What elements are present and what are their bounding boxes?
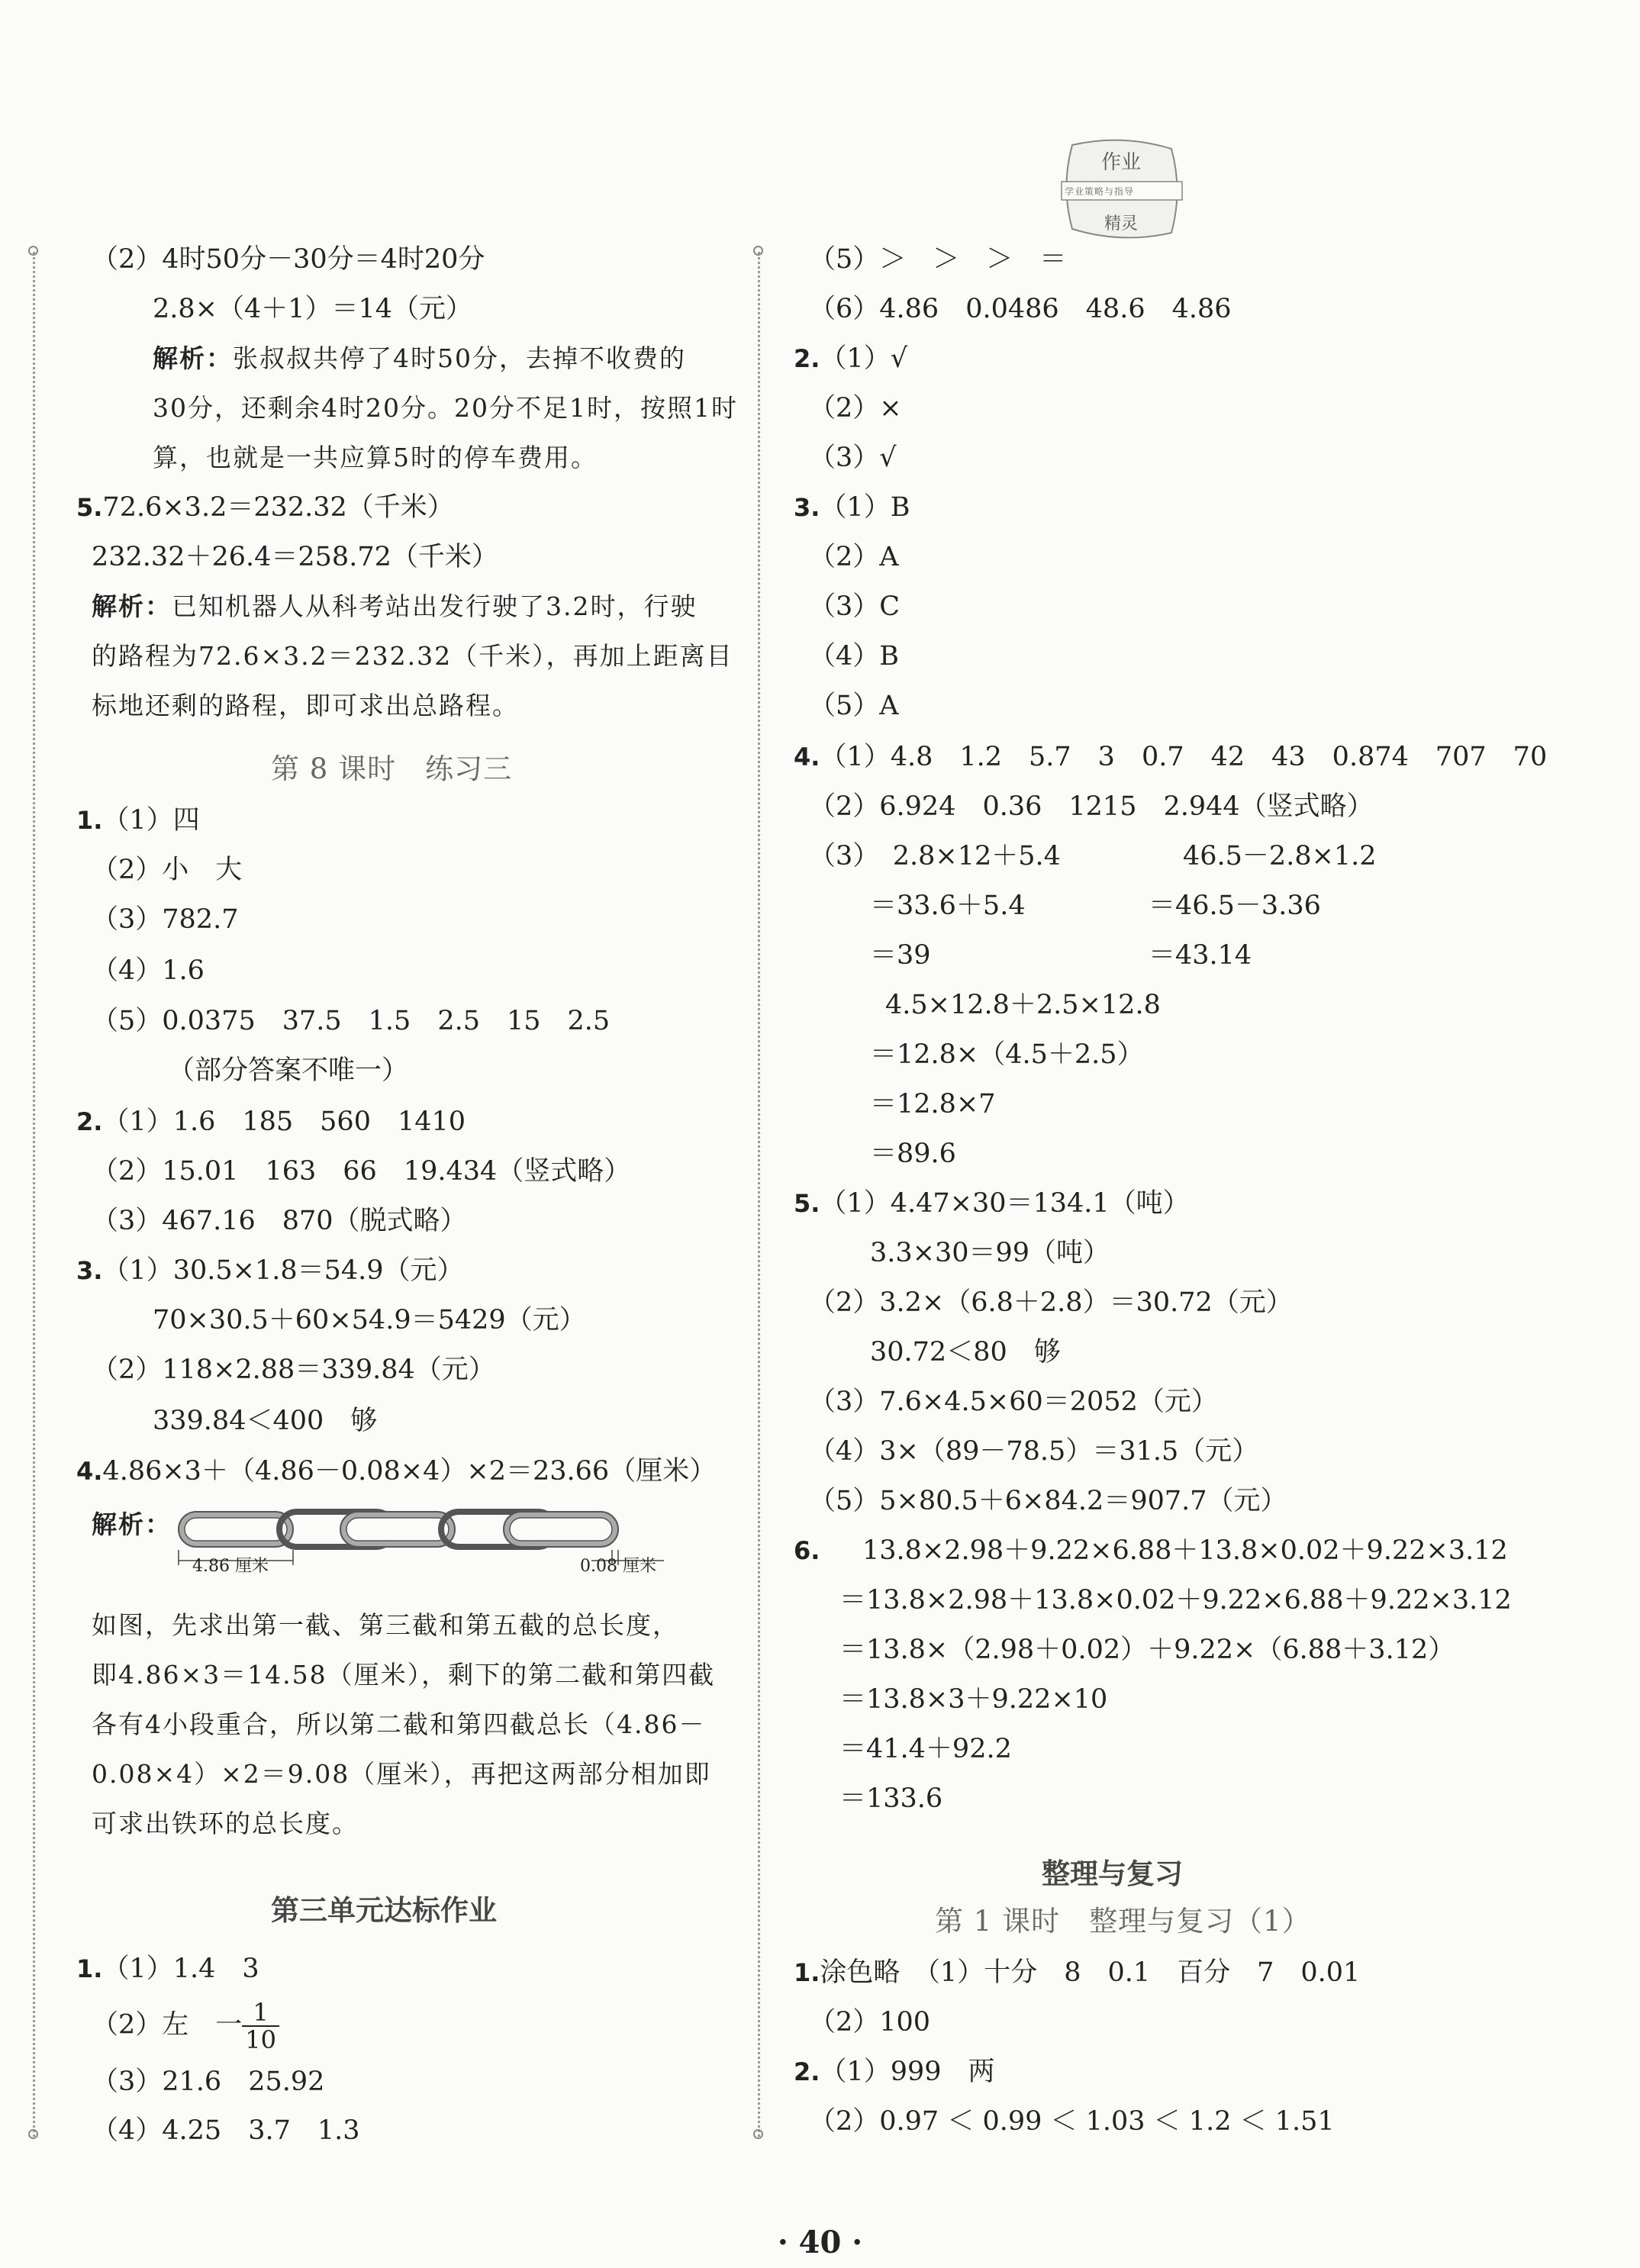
divider-dot (28, 246, 38, 256)
answer-line: （2）6.924 0.36 1215 2.944（竖式略） (809, 791, 1374, 822)
explanation-line (153, 342, 686, 375)
answer-line: （3）467.16 870（脱式略） (92, 1206, 467, 1236)
answer-line: （5）0.0375 37.5 1.5 2.5 15 2.5 (92, 1006, 611, 1036)
calc-line: 13.8×2.98＋9.22×6.88＋13.8×0.02＋9.22×3.12 (862, 1535, 1508, 1566)
answer-line: （4）1.6 (92, 955, 205, 986)
answer-text: （2）左 一 (92, 2009, 243, 2041)
section-heading: 第三单元达标作业 (271, 1893, 497, 1927)
fraction (242, 1999, 279, 2053)
calc-line: ＝46.5－3.36 (1149, 891, 1321, 921)
calc-line: ＝13.8×2.98＋13.8×0.02＋9.22×6.88＋9.22×3.12 (839, 1585, 1512, 1616)
answer-line (76, 1105, 466, 1139)
divider-dot (753, 2129, 763, 2139)
calc-line: 4.5×12.8＋2.5×12.8 (885, 990, 1161, 1020)
fraction-denominator: 10 (245, 2025, 276, 2054)
answer-text: （1）4.47×30＝134.1（吨） (820, 1188, 1190, 1219)
section-heading: 第 8 课时 练习三 (271, 752, 513, 785)
answer-line (76, 804, 200, 837)
explanation-line: 可求出铁环的总长度。 (92, 1809, 359, 1838)
answer-line: （5）5×80.5＋6×84.2＝907.7（元） (809, 1486, 1287, 1516)
explanation-label: 解析： (153, 343, 233, 373)
answer-line: （2）100 (809, 2007, 931, 2038)
section-subheading: 第 1 课时 整理与复习（1） (935, 1905, 1311, 1938)
calc-line: ＝12.8×7 (870, 1089, 996, 1120)
calc-line: 46.5－2.8×1.2 (1183, 841, 1377, 871)
publisher-logo (1057, 137, 1187, 244)
question-number: 1. (76, 1954, 103, 1983)
answer-text: 涂色略 （1）十分 8 0.1 百分 7 0.01 (820, 1957, 1361, 1988)
explanation-line: 0.08×4）×2＝9.08（厘米），再把这两部分相加即 (92, 1759, 711, 1789)
answer-line: （5）＞ ＞ ＞ ＝ (809, 244, 1067, 275)
calc-line: ＝33.6＋5.4 (870, 891, 1026, 921)
chain-length-label: 4.86 厘米 (192, 1557, 269, 1576)
answer-line (794, 740, 1547, 774)
center-divider (758, 252, 760, 2137)
explanation-line: 如图，先求出第一截、第三截和第五截的总长度， (92, 1610, 679, 1640)
calc-line: ＝89.6 (870, 1139, 956, 1169)
logo-text-bottom: 精灵 (1104, 214, 1139, 234)
answer-line: （2）4时50分－30分＝4时20分 (92, 244, 485, 275)
answer-note: （部分答案不唯一） (168, 1055, 409, 1086)
answer-line: （2）× (809, 393, 902, 424)
answer-line: （2）小 大 (92, 855, 243, 885)
answer-text: （1）30.5×1.8＝54.9（元） (102, 1255, 464, 1286)
answer-line (76, 491, 454, 524)
answer-text: （1）1.4 3 (102, 1954, 259, 1984)
chain-ring-figure (176, 1506, 710, 1578)
answer-line: （2）15.01 163 66 19.434（竖式略） (92, 1156, 631, 1187)
calc-line: ＝39 (870, 940, 931, 971)
divider-dot (28, 2129, 38, 2139)
question-number: 4. (76, 1457, 103, 1486)
answer-line: （4）3×（89－78.5）＝31.5（元） (809, 1436, 1259, 1467)
answer-line: （3）7.6×4.5×60＝2052（元） (809, 1387, 1218, 1417)
calc-line: ＝133.6 (839, 1783, 943, 1814)
overlap-length-label: 0.08 厘米 (580, 1557, 656, 1576)
divider-dot (753, 246, 763, 256)
explanation-text: 已知机器人从科考站出发行驶了3.2时，行驶 (172, 591, 698, 621)
answer-line: （5）A (809, 691, 899, 721)
explanation-line: 算，也就是一共应算5时的停车费用。 (153, 443, 598, 472)
answer-text: 72.6×3.2＝232.32（千米） (102, 492, 454, 523)
explanation-label: 解析： (92, 591, 172, 621)
section-heading: 整理与复习 (1042, 1857, 1183, 1890)
explanation-line: 标地还剩的路程，即可求出总路程。 (92, 691, 519, 720)
answer-text: （1）999 两 (820, 2057, 995, 2087)
answer-line: （2）3.2×（6.8＋2.8）＝30.72（元） (809, 1287, 1293, 1318)
answer-text: （1）四 (102, 805, 200, 836)
question-number: 2. (76, 1107, 103, 1136)
answer-line: （2）118×2.88＝339.84（元） (92, 1355, 495, 1385)
calc-line: ＝43.14 (1149, 940, 1252, 971)
calc-line: （3） 2.8×12＋5.4 (809, 841, 1061, 871)
question-number: 1. (76, 806, 103, 835)
answer-line: （4）4.25 3.7 1.3 (92, 2115, 360, 2146)
answer-line: （3）782.7 (92, 904, 239, 935)
explanation-label: 解析： (92, 1509, 172, 1539)
explanation-text: 张叔叔共停了4时50分，去掉不收费的 (233, 343, 686, 373)
question-number: 2. (794, 2057, 820, 2086)
question-number: 6. (794, 1536, 820, 1565)
answer-line: （4）B (809, 641, 899, 672)
answer-line: 2.8×（4＋1）＝14（元） (153, 294, 473, 324)
explanation-line: 各有4小段重合，所以第二截和第四截总长（4.86－ (92, 1709, 706, 1739)
logo-text-top: 作业 (1101, 151, 1142, 174)
answer-line (794, 2055, 995, 2089)
calc-line: ＝13.8×（2.98＋0.02）＋9.22×（6.88＋3.12） (839, 1635, 1455, 1665)
answer-line (794, 1534, 820, 1567)
logo-text-middle: 学业策略与指导 (1065, 186, 1135, 197)
explanation-line: 的路程为72.6×3.2＝232.32（千米），再加上距离目 (92, 641, 733, 671)
question-number: 5. (794, 1189, 820, 1218)
answer-line (76, 1952, 259, 1986)
answer-line (794, 342, 907, 375)
answer-line: （3）21.6 25.92 (92, 2067, 325, 2097)
answer-line (794, 1187, 1190, 1220)
question-number: 2. (794, 344, 820, 373)
answer-line: 339.84＜400 够 (153, 1406, 378, 1436)
answer-line: （3）√ (809, 443, 897, 473)
explanation-line: 30分，还剩余4时20分。20分不足1时，按照1时 (153, 393, 738, 423)
explanation-line: 即4.86×3＝14.58（厘米），剩下的第二截和第四截 (92, 1660, 716, 1690)
answer-text: （1）1.6 185 560 1410 (102, 1107, 466, 1137)
fraction-numerator: 1 (242, 1999, 279, 2027)
answer-line: （2）A (809, 542, 899, 572)
question-number: 3. (76, 1256, 103, 1285)
calc-line: ＝13.8×3＋9.22×10 (839, 1684, 1108, 1715)
answer-line: （6）4.86 0.0486 48.6 4.86 (809, 294, 1232, 324)
answer-text: 4.86×3＋（4.86－0.08×4）×2＝23.66（厘米） (102, 1456, 717, 1487)
answer-line: 70×30.5＋60×54.9＝5429（元） (153, 1305, 586, 1335)
answer-line (76, 1455, 716, 1488)
answer-line (92, 1999, 279, 2053)
left-margin-divider (33, 252, 35, 2137)
answer-text: （1）B (820, 492, 910, 523)
question-number: 3. (794, 493, 820, 522)
answer-line: 232.32＋26.4＝258.72（千米） (92, 542, 498, 572)
calc-line: ＝41.4＋92.2 (839, 1734, 1012, 1764)
answer-line: 30.72＜80 够 (870, 1337, 1061, 1368)
explanation-line (92, 590, 697, 623)
page-number: · 40 · (777, 2225, 863, 2260)
answer-line: （2）0.97 ＜ 0.99 ＜ 1.03 ＜ 1.2 ＜ 1.51 (809, 2106, 1335, 2137)
answer-line: 3.3×30＝99（吨） (870, 1238, 1110, 1268)
answer-line: （3）C (809, 591, 901, 622)
question-number: 4. (794, 743, 820, 772)
calc-line: ＝12.8×（4.5＋2.5） (870, 1039, 1144, 1070)
answer-line (794, 1956, 1360, 1989)
answer-text: （1）4.8 1.2 5.7 3 0.7 42 43 0.874 707 70 (820, 742, 1548, 772)
answer-text: （1）√ (820, 343, 907, 374)
question-number: 5. (76, 493, 103, 522)
question-number: 1. (794, 1958, 820, 1987)
answer-line (794, 491, 910, 524)
answer-line (76, 1254, 464, 1287)
